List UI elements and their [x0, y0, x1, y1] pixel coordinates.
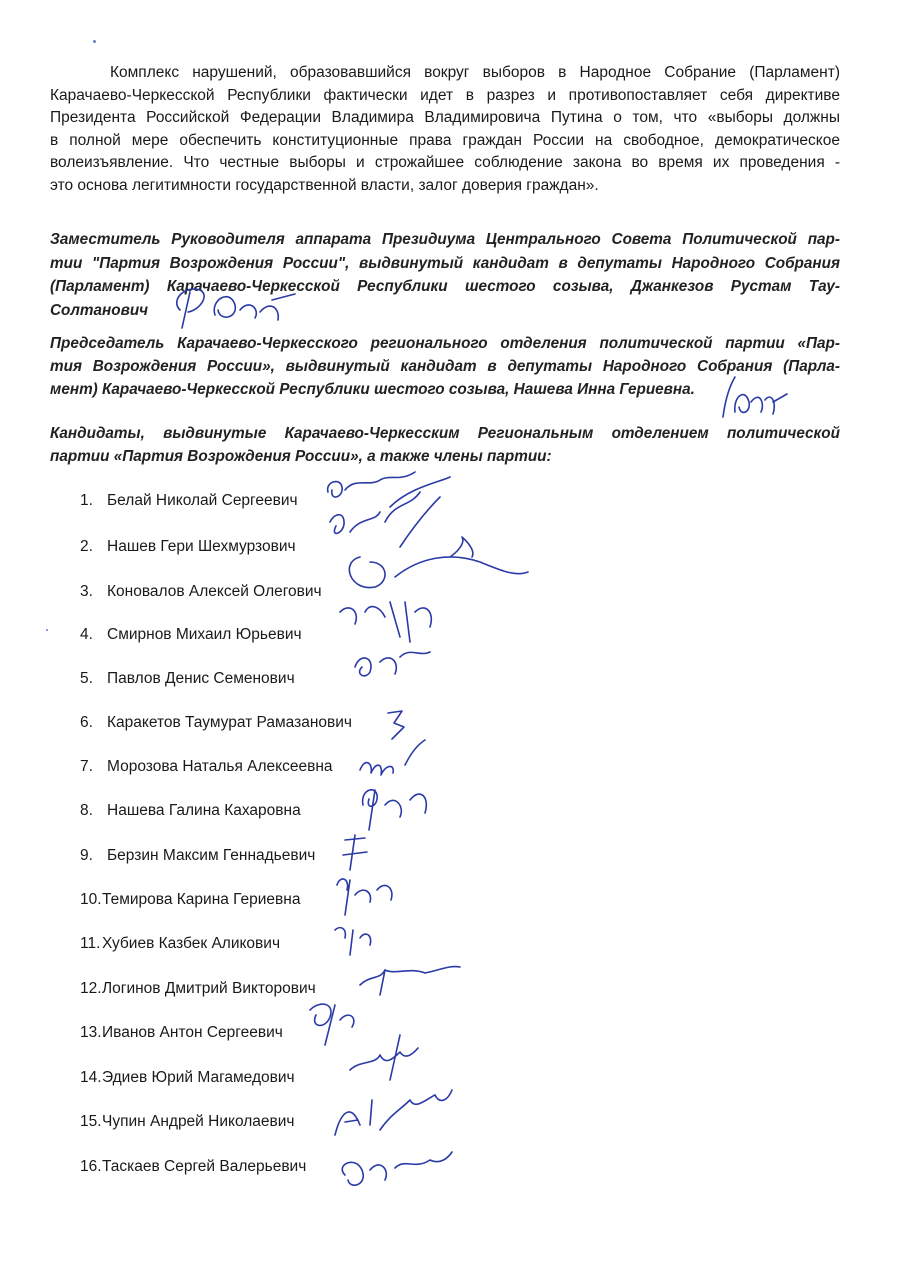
- list-item: [80, 935, 280, 953]
- list-number: 9.: [80, 847, 93, 864]
- candidate-name: Морозова Наталья Алексеевна: [107, 758, 333, 775]
- text-line: Президента Российской Федерации Владимира Владимировича Путина о том, что «выборы должны: [50, 109, 840, 126]
- candidate-name: Чупин Андрей Николаевич: [102, 1113, 295, 1130]
- list-number: 16.: [80, 1158, 102, 1175]
- text-line: это основа легитимности государственной власти, залог доверия граждан».: [50, 176, 599, 194]
- intro-paragraph: [50, 62, 840, 197]
- text-line: партии «Партия Возрождения России», а также члены партии:: [50, 448, 552, 465]
- text-line: в полной мере обеспечить конституционные права граждан России на свободное, демократическое: [50, 131, 840, 149]
- candidate-name: Хубиев Казбек Аликович: [102, 935, 281, 952]
- list-item: [80, 626, 302, 644]
- candidate-name: Темирова Карина Гериевна: [102, 891, 301, 908]
- text-line: Кандидаты, выдвинутые Карачаево-Черкесским Региональным отделением политической: [50, 425, 840, 442]
- list-number: 13.: [80, 1024, 102, 1041]
- text-line: Карачаево-Черкесской Республики фактически идет в разрез и противопоставляет себя директиве: [50, 86, 840, 104]
- list-item: [80, 1158, 306, 1176]
- candidate-name: Коновалов Алексей Олегович: [107, 583, 322, 600]
- candidate-name: Таскаев Сергей Валерьевич: [102, 1158, 307, 1175]
- candidate-name: Берзин Максим Геннадьевич: [107, 847, 316, 864]
- candidate-name: Нашев Гери Шехмурзович: [107, 538, 296, 555]
- text-line: Председатель Карачаево-Черкесского регионального отделения политической партии «Пар-: [50, 335, 840, 352]
- list-number: 11.: [80, 935, 101, 952]
- list-number: 1.: [80, 492, 93, 509]
- list-item: [80, 492, 298, 510]
- signature-cluster-2: [355, 735, 445, 835]
- text-line: тии "Партия Возрождения России", выдвинутый кандидат в депутаты Народного Собрания: [50, 254, 840, 272]
- list-item: [80, 1069, 295, 1087]
- list-number: 14.: [80, 1069, 102, 1086]
- candidate-name: Эдиев Юрий Магамедович: [102, 1069, 295, 1086]
- list-number: 15.: [80, 1113, 102, 1130]
- list-number: 10.: [80, 891, 102, 908]
- text-line: Солтанович: [50, 301, 149, 319]
- list-number: 8.: [80, 802, 93, 819]
- candidate-name: Логинов Дмитрий Викторович: [102, 980, 316, 997]
- list-item: [80, 891, 300, 909]
- list-number: 7.: [80, 758, 93, 775]
- list-item: [80, 847, 315, 865]
- list-item: [80, 1113, 295, 1131]
- signature-nasheva-inna: [715, 372, 790, 427]
- list-number: 5.: [80, 670, 93, 687]
- candidate-name: Павлов Денис Семенович: [107, 670, 295, 687]
- list-number: 6.: [80, 714, 93, 731]
- scan-speck: [93, 40, 96, 43]
- list-number: 4.: [80, 626, 93, 643]
- list-item: [80, 802, 301, 820]
- list-number: 2.: [80, 538, 93, 555]
- candidate-name: Иванов Антон Сергеевич: [102, 1024, 283, 1041]
- text-line: волеизъявление. Что честные выборы и строжайшее соблюдение закона во время их проведения -: [50, 154, 840, 171]
- signature-cluster-5: [320, 1030, 460, 1195]
- list-item: [80, 714, 352, 732]
- list-item: [80, 980, 316, 998]
- candidate-name: Каракетов Таумурат Рамазанович: [107, 714, 352, 731]
- candidate-name: Смирнов Михаил Юрьевич: [107, 626, 302, 643]
- list-item: [80, 538, 296, 556]
- signature-dzhankezov: [160, 280, 300, 330]
- text-line: (Парламент) Карачаево-Черкесской Республики шестого созыва, Джанкезов Рустам Тау-: [50, 278, 840, 295]
- candidate-name: Нашева Галина Кахаровна: [107, 802, 301, 819]
- text-line: тия Возрождения России», выдвинутый кандидат в депутаты Народного Собрания (Парла-: [50, 358, 840, 375]
- list-number: 12.: [80, 980, 102, 997]
- text-line: мент) Карачаево-Черкесской Республики шестого созыва, Нашева Инна Гериевна.: [50, 381, 695, 398]
- list-item: [80, 1024, 283, 1042]
- scan-speck: [46, 629, 48, 631]
- text-line: Комплекс нарушений, образовавшийся вокруг выборов в Народное Собрание (Парламент): [110, 64, 840, 81]
- signature-cluster-3: [325, 830, 425, 960]
- list-item: [80, 758, 333, 776]
- text-line: Заместитель Руководителя аппарата Президиума Центрального Совета Политической пар-: [50, 231, 840, 248]
- list-item: [80, 670, 295, 688]
- list-item: [80, 583, 322, 601]
- list-number: 3.: [80, 583, 93, 600]
- signature-cluster-1: [300, 462, 530, 682]
- candidate-name: Белай Николай Сергеевич: [107, 492, 298, 509]
